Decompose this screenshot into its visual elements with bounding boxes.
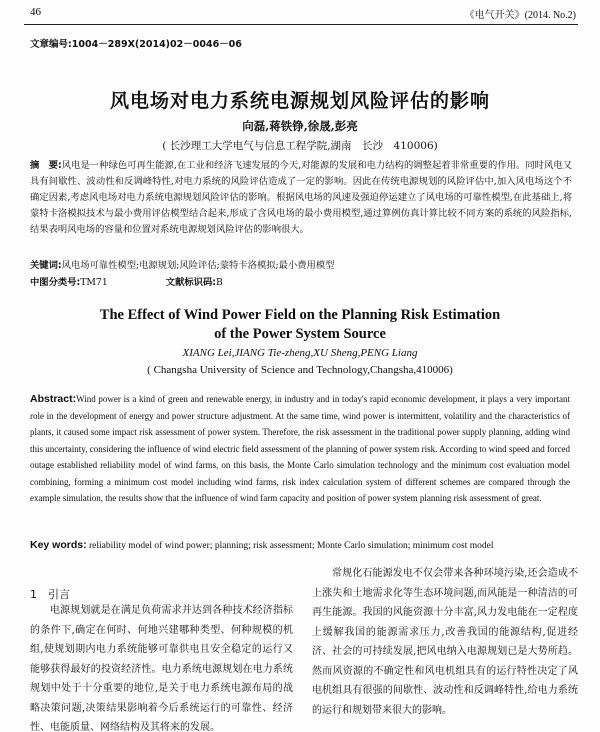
chinese-affiliation: ( 长沙理工大学电气与信息工程学院,湖南 长沙 410006) [162, 140, 438, 152]
section-heading: 1 引言 [30, 588, 70, 601]
classification-line [30, 274, 572, 288]
english-title-line1: The Effect of Wind Power Field on the Planning Risk Estimation [99, 307, 501, 323]
document-code: B [215, 277, 223, 288]
english-keywords-text: reliability model of wind power; planning; risk assessment; Monte Carlo simulation; minimum cost model [88, 541, 494, 551]
chinese-abstract [30, 158, 572, 238]
classification-code: TM71 [80, 277, 108, 288]
chinese-abstract-label: 摘 要: [30, 160, 62, 171]
body-right-column: 常规化石能源发电不仅会带来各种环境污染,还会造成不上涨失和土地需求化等生态环境问题,而风能是一种清洁的可再生能源。我国的风能资源十分丰富,风力发电能在一定程度上缓解我国的能源需求压力,改善我国的能源结构,促进经济、社会的可持续发展,把风电纳入电源规划已是大势所趋。然而风资源的不确定性和风电机组具有的运行特性决定了风电机组具有很强的间歇性、波动性和反调峰特性,给电力系统的运行和规划带来很大的影响。 [312, 568, 578, 716]
english-keywords-label: Key words: [30, 539, 87, 551]
header-rule [24, 24, 578, 25]
chinese-title: 风电场对电力系统电源规划风险评估的影响 [109, 90, 490, 112]
chinese-keywords-label: 关键词: [30, 260, 62, 271]
chinese-abstract-text: 风电是一种绿色可再生能源,在工业和经济飞速发展的今天,对能源的发展和电力结构的调整起着非常重要的作用。同时风电又具有间歇性、波动性和反调峰特性,对电力系统的风险评估造成了一定的影响。因此在传统电源规划的风险评估中,加入风电场这个不确定因素,考虑风电场对电力系统电源规划风险评估的影响。根据风电场的风速及强迫停运建立了风电场的可靠性模型,在此基础上,将蒙特卡洛模拟技术与最小费用评估模型结合起来,形成了含风电场的最小费用模型,通过算例仿真计算比较不同方案的系统的风险指标,结果表明风电场的容量和位置对系统电源规划风险评估的影响很大。 [30, 160, 572, 235]
english-abstract-label: Abstract: [30, 393, 77, 405]
chinese-authors: 向磊,蒋铁铮,徐晟,彭亮 [242, 119, 358, 133]
english-abstract-text: Wind power is a kind of green and renewable energy, in industry and in today's rapid economic development, it plays a very important role in the development of energy and power structure adjustment. At the same time, wind power is intermittent, volatility and the characteristics of plants, it caused some impact risk assessment of power system. Therefore, the risk assessment in the traditional power supply planning, adding wind this uncertainty, considering the influence of wind electric field assessment of the planning of power system risk. According to wind speed and forced outage established reliability model of wind farms, on this basis, the Monte Carlo simulation technology and the minimum cost evaluation model combining, forming a minimum cost model including wind farms, risk index calculation system of different schemes are compared through the example simulation, the results show that the influence of wind farm capacity and position of power system planning risk assessment of great. [30, 394, 570, 503]
journal-header: 《电气开关》(2014. No.2) [464, 10, 576, 21]
chinese-keywords [30, 257, 572, 271]
english-title [0, 306, 600, 344]
page-number: 46 [30, 6, 41, 18]
document-code-label: 文献标识码: [165, 277, 216, 288]
english-authors: XIANG Lei,JIANG Tie-zheng,XU Sheng,PENG Liang [182, 347, 418, 359]
english-title-line2: of the Power System Source [214, 326, 386, 342]
english-affiliation: ( Changsha University of Science and Technology,Changsha,410006) [147, 364, 453, 376]
body-left-column: 电源规划就是在满足负荷需求并达到各种技术经济指标的条件下,确定在何时、何地兴建哪种类型、何种规模的机组,使规划期内电力系统能够可靠供电且安全稳定的运行又能够获得最好的投资经济性。电力系统电源规划在电力系统规划中处于十分重要的地位,是关于电力系统电源布局的战略决策问题,决策结果影响着今后系统运行的可靠性、经济性、电能质量、网络结构及其将来的发展。 [30, 605, 293, 732]
chinese-keywords-text: 风电场可靠性模型;电源规划;风险评估;蒙特卡洛模拟;最小费用模型 [61, 260, 335, 271]
english-abstract [30, 391, 570, 507]
english-keywords [30, 539, 570, 551]
classification-label: 中图分类号: [30, 277, 81, 288]
article-number: 文章编号:1004－289X(2014)02－0046－06 [30, 39, 242, 50]
